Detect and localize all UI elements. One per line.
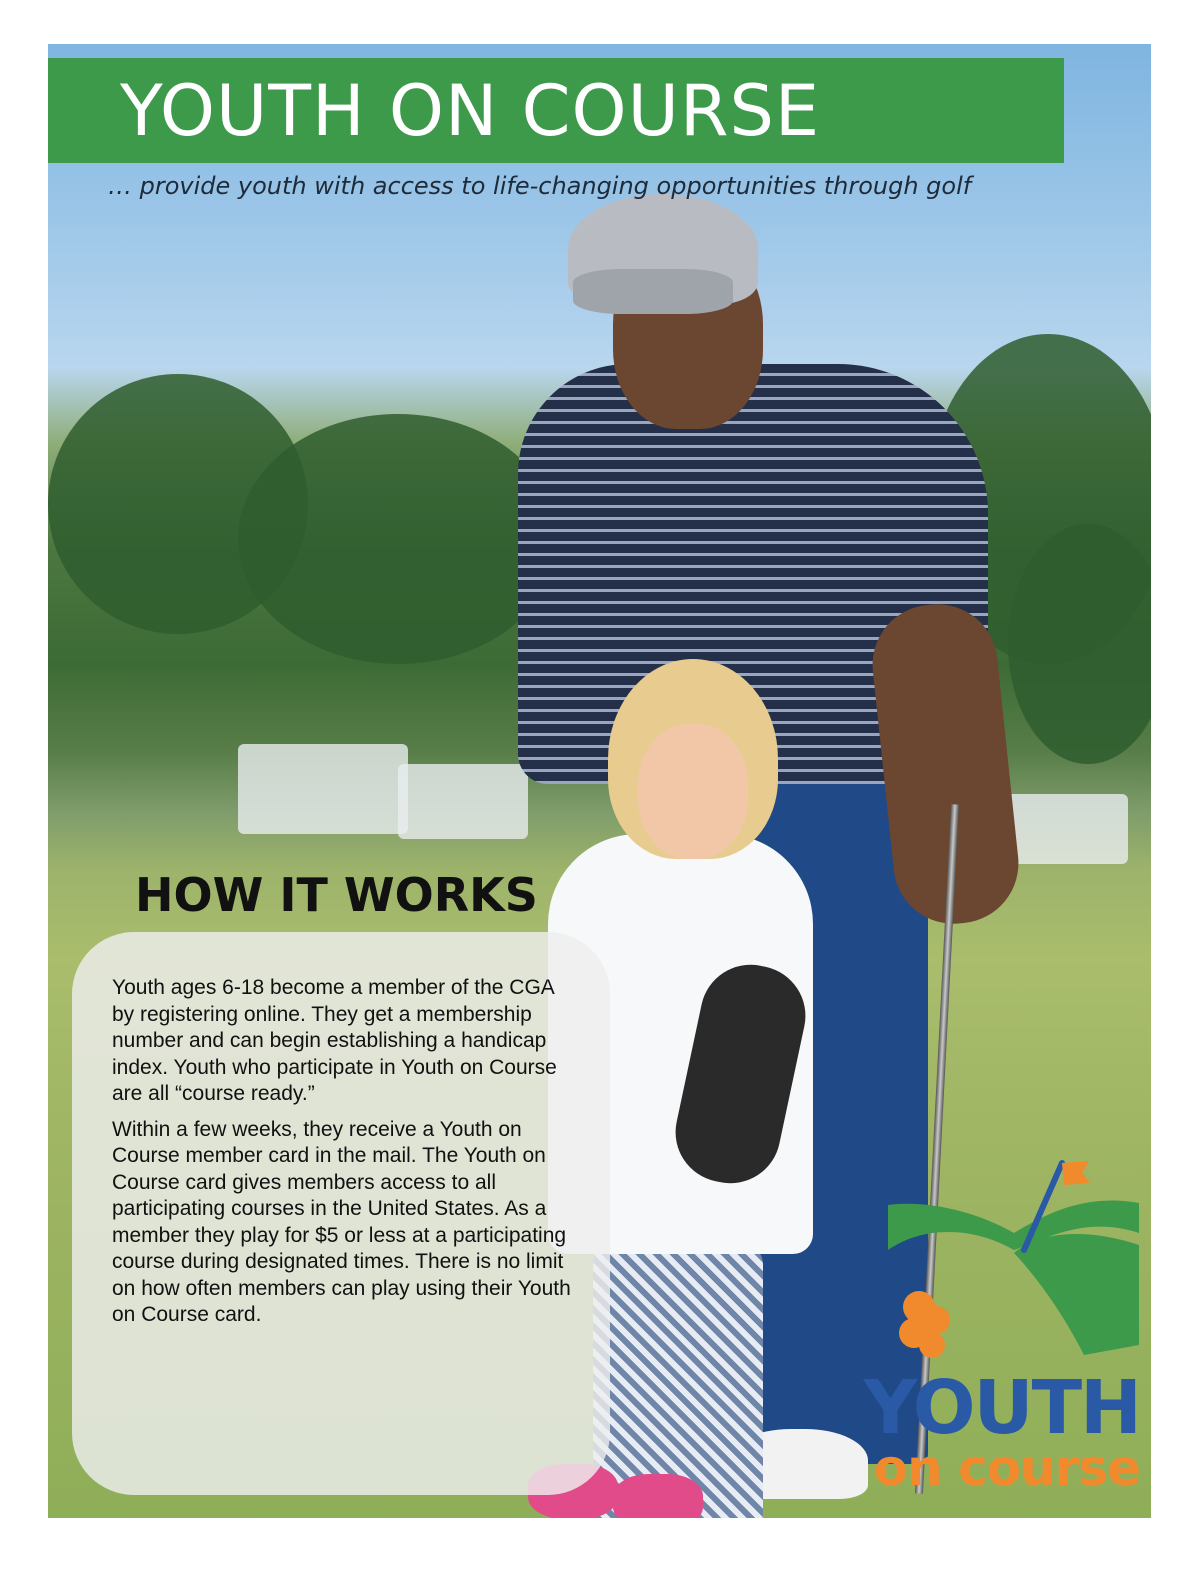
- child-face: [638, 724, 748, 859]
- child-shoe: [613, 1474, 703, 1518]
- how-it-works-paragraph: Within a few weeks, they receive a Youth on Course member card in the mail. The Youth on Course card gives members access to all participating courses in the United States. As a member they play for $5 or less at a participating course during designated times. There is no limit on how often members can play using their Youth on Course card.: [112, 1117, 571, 1326]
- adult-cap-bill: [573, 269, 733, 314]
- golf-cart: [398, 764, 528, 839]
- background-tree: [238, 414, 558, 664]
- logo-on-course-text: on course: [873, 1439, 1140, 1497]
- how-it-works-heading: HOW IT WORKS: [135, 868, 538, 922]
- page-title: YOUTH ON COURSE: [120, 70, 821, 152]
- background-tree: [1008, 524, 1151, 764]
- logo-youth-text: YOUTH: [863, 1365, 1140, 1451]
- tagline: … provide youth with access to life-changing opportunities through golf: [108, 172, 972, 200]
- how-it-works-paragraph: Youth ages 6-18 become a member of the CGA by registering online. They get a membership number and can begin establishing a handicap index. Youth who participate in Youth on Course are all “course ready.”: [112, 976, 557, 1105]
- golf-cart: [238, 744, 408, 834]
- how-it-works-body: [112, 975, 577, 1338]
